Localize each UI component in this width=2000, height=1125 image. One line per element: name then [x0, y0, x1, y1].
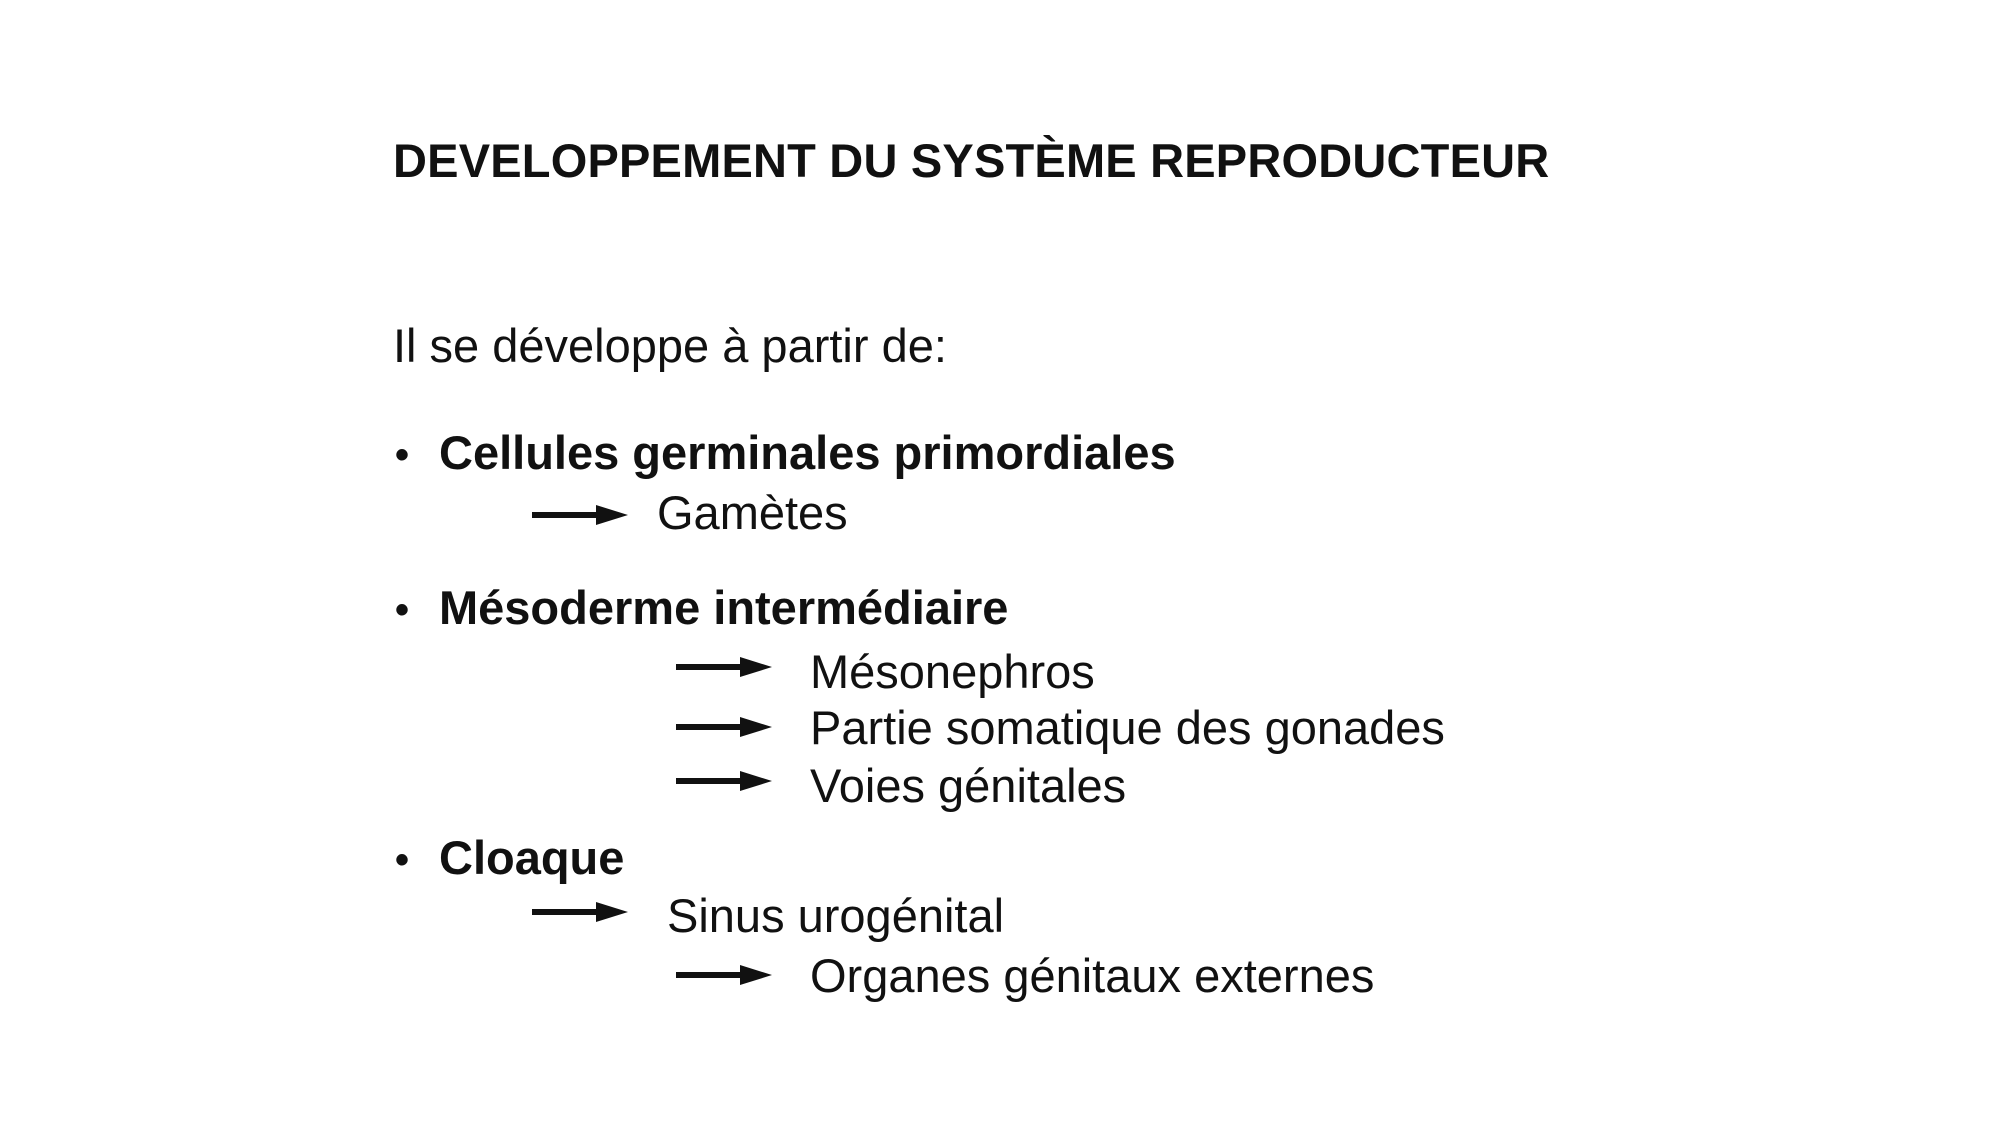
slide-title: DEVELOPPEMENT DU SYSTÈME REPRODUCTEUR: [393, 134, 1550, 187]
bullet-marker: •: [395, 588, 410, 632]
right-arrow-icon: [676, 769, 772, 793]
item-mesonephros: Mésonephros: [810, 645, 1095, 698]
section-cellules-germinales: Cellules germinales primordiales: [439, 426, 1176, 479]
bullet-marker: •: [395, 838, 410, 882]
bullet-marker: •: [395, 433, 410, 477]
item-sinus-urogenital: Sinus urogénital: [667, 889, 1005, 942]
section-mesoderme-intermediaire: Mésoderme intermédiaire: [439, 581, 1009, 634]
section-cloaque: Cloaque: [439, 831, 625, 884]
item-organes-genitaux-externes: Organes génitaux externes: [810, 949, 1375, 1002]
item-partie-somatique: Partie somatique des gonades: [810, 701, 1445, 754]
right-arrow-icon: [532, 900, 628, 924]
right-arrow-icon: [676, 963, 772, 987]
right-arrow-icon: [676, 655, 772, 679]
item-voies-genitales: Voies génitales: [810, 759, 1127, 812]
right-arrow-icon: [532, 503, 628, 527]
item-gametes: Gamètes: [657, 486, 848, 539]
right-arrow-icon: [676, 715, 772, 739]
intro-text: Il se développe à partir de:: [393, 319, 947, 372]
